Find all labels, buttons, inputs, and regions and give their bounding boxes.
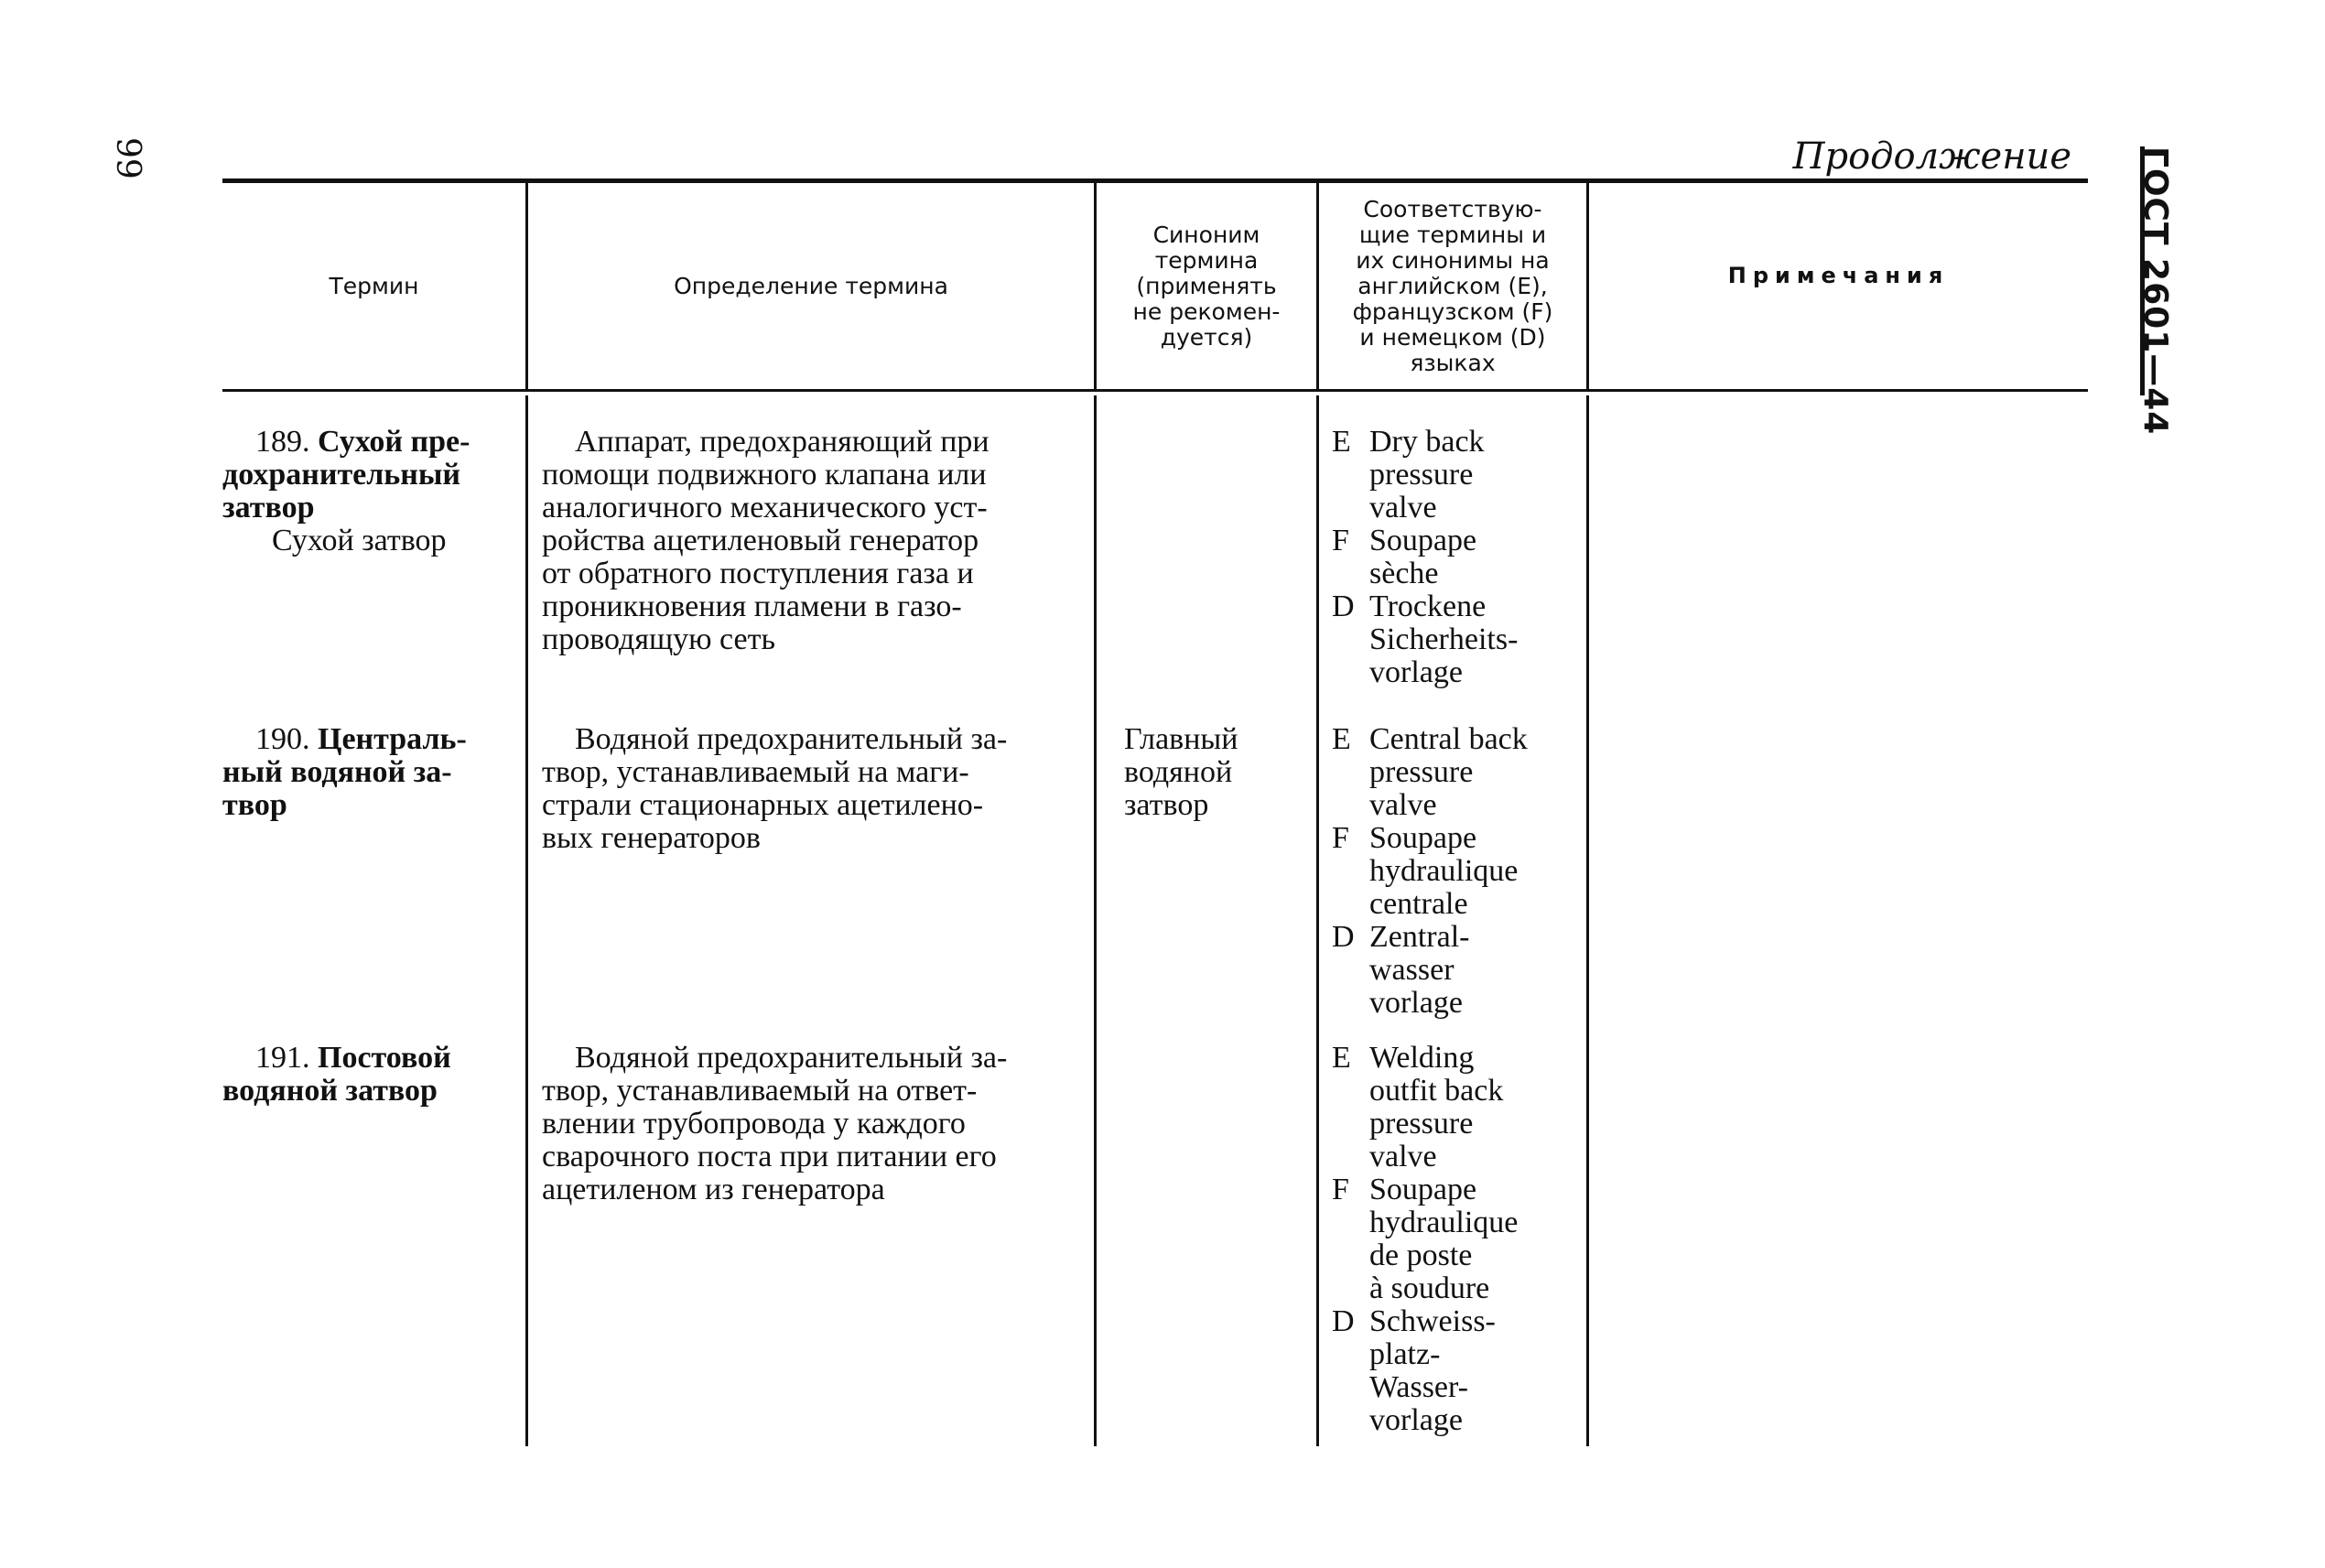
definition-line: твор, устанавливаемый на ответ- bbox=[542, 1074, 978, 1108]
header-languages-line: английском (E), bbox=[1357, 272, 1548, 299]
lang-entry-d bbox=[1332, 921, 1570, 1020]
synonym-line: затвор bbox=[1124, 788, 1209, 822]
lang-term-line: valve bbox=[1369, 788, 1437, 822]
lang-code: E bbox=[1332, 1041, 1351, 1075]
header-definition-label: Определение термина bbox=[674, 272, 948, 299]
lang-term-line: centrale bbox=[1369, 887, 1468, 921]
definition-line: твор, устанавливаемый на маги- bbox=[542, 755, 969, 789]
term-number: 189. bbox=[255, 425, 310, 459]
header-synonym-line: Синоним bbox=[1152, 221, 1260, 248]
header-synonym-line: (применять bbox=[1136, 272, 1277, 299]
definition-line: аналогичного механического уст- bbox=[542, 491, 988, 524]
column-divider bbox=[1586, 395, 1589, 1446]
lang-terms bbox=[1369, 524, 1570, 590]
column-divider bbox=[1316, 395, 1319, 1446]
term-synonym: Сухой затвор bbox=[272, 524, 447, 557]
lang-entry-f bbox=[1332, 822, 1570, 921]
definition-cell-191 bbox=[542, 1042, 1077, 1206]
lang-entry-e bbox=[1332, 723, 1570, 822]
term-cell-190 bbox=[222, 723, 506, 822]
definition-text: Водяной предохранительный за- bbox=[575, 1041, 1008, 1075]
column-divider bbox=[1094, 395, 1097, 1446]
lang-term-line: Wasser- bbox=[1369, 1370, 1468, 1404]
term-name: водяной затвор bbox=[222, 1074, 438, 1108]
languages-cell-190 bbox=[1332, 723, 1570, 1020]
lang-term-line: pressure bbox=[1369, 1107, 1474, 1141]
lang-code: E bbox=[1332, 722, 1351, 756]
term-name: затвор bbox=[222, 491, 315, 524]
lang-term-line: Welding bbox=[1369, 1041, 1475, 1075]
lang-term-line: Schweiss- bbox=[1369, 1304, 1496, 1338]
definition-text: Аппарат, предохраняющий при bbox=[575, 425, 989, 459]
lang-code: F bbox=[1332, 524, 1349, 557]
lang-term-line: sèche bbox=[1369, 557, 1439, 590]
lang-code: D bbox=[1332, 589, 1355, 623]
term-name: дохранительный bbox=[222, 458, 461, 492]
term-first-line bbox=[222, 426, 506, 459]
definition-line: ройства ацетиленовый генератор bbox=[542, 524, 979, 557]
header-definition bbox=[528, 183, 1094, 389]
header-languages-line: и немецком (D) bbox=[1359, 323, 1546, 351]
lang-term-line: à soudure bbox=[1369, 1271, 1490, 1305]
header-languages-label bbox=[1353, 197, 1553, 376]
header-languages bbox=[1319, 183, 1586, 389]
lang-entry-e bbox=[1332, 426, 1570, 524]
definition-line: влении трубопровода у каждого bbox=[542, 1107, 966, 1141]
lang-terms bbox=[1369, 921, 1570, 1020]
lang-term-line: hydraulique bbox=[1369, 854, 1519, 888]
lang-term-line: Central back bbox=[1369, 722, 1528, 756]
term-first-line bbox=[222, 723, 506, 756]
lang-terms bbox=[1369, 723, 1570, 822]
definition-cell-190 bbox=[542, 723, 1077, 855]
definition-line: помощи подвижного клапана или bbox=[542, 458, 987, 492]
definition-line bbox=[542, 426, 1077, 459]
lang-term-line: Trockene bbox=[1369, 589, 1487, 623]
table-header-rule bbox=[222, 389, 2088, 392]
lang-code: F bbox=[1332, 1173, 1349, 1206]
definition-cell-189 bbox=[542, 426, 1077, 656]
languages-cell-191 bbox=[1332, 1042, 1570, 1437]
header-languages-line: французском (F) bbox=[1352, 297, 1553, 325]
lang-term-line: de poste bbox=[1369, 1238, 1473, 1272]
lang-terms bbox=[1369, 590, 1570, 689]
definition-line bbox=[542, 1042, 1077, 1075]
definition-line: страли стационарных ацетилено- bbox=[542, 788, 984, 822]
header-languages-line: языках bbox=[1410, 349, 1496, 376]
lang-entry-f bbox=[1332, 524, 1570, 590]
definition-line: проникновения пламени в газо- bbox=[542, 589, 962, 623]
header-synonym-label bbox=[1133, 222, 1281, 351]
term-name: ный водяной за- bbox=[222, 755, 452, 789]
header-languages-line: их синонимы на bbox=[1356, 246, 1550, 274]
lang-terms bbox=[1369, 822, 1570, 921]
header-term-label: Термин bbox=[329, 272, 419, 299]
definition-text: Водяной предохранительный за- bbox=[575, 722, 1008, 756]
term-cell-191 bbox=[222, 1042, 506, 1108]
lang-term-line: Zentral- bbox=[1369, 920, 1470, 954]
lang-term-line: Soupape bbox=[1369, 821, 1477, 855]
lang-term-line: outfit back bbox=[1369, 1074, 1504, 1108]
lang-term-line: vorlage bbox=[1369, 1403, 1463, 1437]
standard-code: ГОСТ 2601—44 bbox=[2136, 146, 2174, 436]
lang-code: F bbox=[1332, 821, 1349, 855]
term-name: Сухой пре- bbox=[318, 425, 470, 459]
lang-term-line: valve bbox=[1369, 1140, 1437, 1173]
column-divider bbox=[525, 395, 528, 1446]
term-first-line bbox=[222, 1042, 506, 1075]
definition-line: вых генераторов bbox=[542, 821, 761, 855]
term-name: Постовой bbox=[318, 1041, 451, 1075]
lang-term-line: valve bbox=[1369, 491, 1437, 524]
lang-term-line: vorlage bbox=[1369, 986, 1463, 1020]
term-cell-189 bbox=[222, 426, 506, 557]
definition-line: проводящую сеть bbox=[542, 622, 776, 656]
lang-terms bbox=[1369, 1305, 1570, 1437]
lang-term-line: wasser bbox=[1369, 953, 1454, 987]
definition-line: от обратного поступления газа и bbox=[542, 557, 974, 590]
lang-terms bbox=[1369, 1042, 1570, 1173]
page-number: 99 bbox=[109, 137, 146, 179]
lang-code: E bbox=[1332, 425, 1351, 459]
lang-code: D bbox=[1332, 1304, 1355, 1338]
continuation-label: Продолжение bbox=[1792, 135, 2071, 178]
lang-term-line: pressure bbox=[1369, 458, 1474, 492]
lang-term-line: vorlage bbox=[1369, 655, 1463, 689]
lang-term-line: pressure bbox=[1369, 755, 1474, 789]
lang-term-line: Dry back bbox=[1369, 425, 1485, 459]
lang-terms bbox=[1369, 1173, 1570, 1305]
header-languages-line: щие термины и bbox=[1358, 221, 1547, 248]
definition-line: сварочного поста при питании его bbox=[542, 1140, 997, 1173]
term-name: Централь- bbox=[318, 722, 467, 756]
lang-term-line: hydraulique bbox=[1369, 1206, 1519, 1239]
lang-entry-d bbox=[1332, 1305, 1570, 1437]
term-name: твор bbox=[222, 788, 287, 822]
definition-line: ацетиленом из генератора bbox=[542, 1173, 885, 1206]
lang-code: D bbox=[1332, 920, 1355, 954]
languages-cell-189 bbox=[1332, 426, 1570, 689]
lang-entry-e bbox=[1332, 1042, 1570, 1173]
lang-term-line: platz- bbox=[1369, 1337, 1441, 1371]
synonym-line: Главный bbox=[1124, 722, 1238, 756]
term-number: 190. bbox=[255, 722, 310, 756]
header-languages-line: Соответствую- bbox=[1363, 195, 1542, 222]
lang-entry-f bbox=[1332, 1173, 1570, 1305]
header-term bbox=[222, 183, 525, 389]
header-synonym-line: не рекомен- bbox=[1132, 297, 1281, 325]
header-notes-label: Примечания bbox=[1727, 263, 1950, 288]
lang-entry-d bbox=[1332, 590, 1570, 689]
synonym-cell-190 bbox=[1124, 723, 1307, 822]
lang-term-line: Soupape bbox=[1369, 1173, 1477, 1206]
term-number: 191. bbox=[255, 1041, 310, 1075]
synonym-line: водяной bbox=[1124, 755, 1233, 789]
lang-term-line: Soupape bbox=[1369, 524, 1477, 557]
definition-line bbox=[542, 723, 1077, 756]
lang-terms bbox=[1369, 426, 1570, 524]
header-synonym-line: дуется) bbox=[1160, 323, 1253, 351]
header-synonym-line: термина bbox=[1154, 246, 1259, 274]
lang-term-line: Sicherheits- bbox=[1369, 622, 1519, 656]
header-notes bbox=[1589, 183, 2088, 389]
header-synonym bbox=[1097, 183, 1316, 389]
